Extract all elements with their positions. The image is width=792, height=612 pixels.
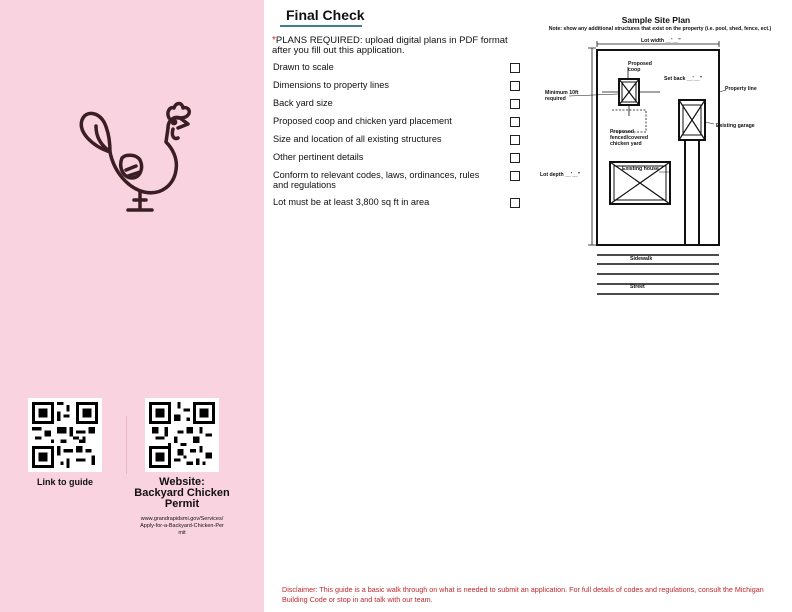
rooster-icon <box>70 96 200 226</box>
site-plan-diagram <box>536 12 784 302</box>
left-panel <box>0 0 264 612</box>
checkbox[interactable] <box>510 171 520 181</box>
title-underline <box>280 25 362 27</box>
guide-caption[interactable]: Link to guide <box>37 477 93 487</box>
checkbox[interactable] <box>510 198 520 208</box>
website-url[interactable]: www.grandrapidsmi.gov/Services/Apply-for-a-Backyard-Chicken-Permit <box>140 516 224 536</box>
disclaimer: Disclaimer: This guide is a basic walk through on what is needed to submit an application. For full details of codes and regulations, consult the Michigan Building Code or stop in and talk with our team. <box>282 585 764 604</box>
checklist-item[interactable] <box>273 152 523 162</box>
checklist-item[interactable] <box>273 98 523 108</box>
qr-divider <box>126 416 127 474</box>
site-plan-note: Note: show any additional structures that exist on the property (i.e. pool, shed, fence, ect.) <box>548 26 772 32</box>
checklist-label: Drawn to scale <box>273 62 334 72</box>
checklist-label: Conform to relevant codes, laws, ordinances, rules and regulations <box>273 170 480 190</box>
property-line-label: Property line <box>725 86 757 92</box>
existing-house-label: Existing house <box>622 166 659 172</box>
website-qr-block[interactable] <box>133 398 231 537</box>
plans-required-note <box>272 36 522 56</box>
website-title[interactable]: Website: Backyard Chicken Permit <box>134 476 230 510</box>
minimum-10ft-label: Minimum 10ft required <box>545 90 579 102</box>
checkbox[interactable] <box>510 117 520 127</box>
existing-garage-label: Existing garage <box>716 123 755 129</box>
checkbox[interactable] <box>510 135 520 145</box>
checklist-item[interactable] <box>273 80 523 90</box>
qr-code-icon <box>32 402 98 468</box>
guide-qr-code[interactable] <box>28 398 102 472</box>
lot-width-label: Lot width __'__" <box>641 38 681 44</box>
website-qr-code[interactable] <box>145 398 219 472</box>
checklist-label: Back yard size <box>273 98 333 108</box>
site-plan-title: Sample Site Plan <box>621 15 691 25</box>
plans-required-text: PLANS REQUIRED: upload digital plans in PDF format after you fill out this application. <box>272 35 508 56</box>
checkbox[interactable] <box>510 81 520 91</box>
checklist-item[interactable] <box>273 134 523 144</box>
checkbox[interactable] <box>510 99 520 109</box>
guide-qr-block[interactable] <box>17 398 113 487</box>
required-marker: * <box>272 35 276 46</box>
set-back-label: Set back __'__" <box>664 76 703 82</box>
checklist-label: Other pertinent details <box>273 152 364 162</box>
qr-code-icon <box>149 402 215 468</box>
checklist-item[interactable] <box>273 62 523 72</box>
checklist-label: Proposed coop and chicken yard placement <box>273 116 452 126</box>
proposed-coop-label: Proposed coop <box>628 61 652 73</box>
checklist-label: Dimensions to property lines <box>273 80 389 90</box>
checklist-item[interactable] <box>273 170 523 190</box>
checkbox[interactable] <box>510 153 520 163</box>
checklist-item[interactable] <box>273 197 523 207</box>
sidewalk-label: Sidewalk <box>630 256 653 262</box>
lot-depth-label: Lot depth __'__" <box>540 172 581 178</box>
proposed-fenced-label: Proposed fenced/covered chicken yard <box>610 129 649 147</box>
checklist-label: Size and location of all existing structures <box>273 134 442 144</box>
sample-site-plan <box>536 12 784 302</box>
street-label: Street <box>630 284 645 290</box>
checklist-item[interactable] <box>273 116 523 126</box>
final-check-title: Final Check <box>286 7 365 23</box>
checkbox[interactable] <box>510 63 520 73</box>
checklist-label: Lot must be at least 3,800 sq ft in area <box>273 197 430 207</box>
